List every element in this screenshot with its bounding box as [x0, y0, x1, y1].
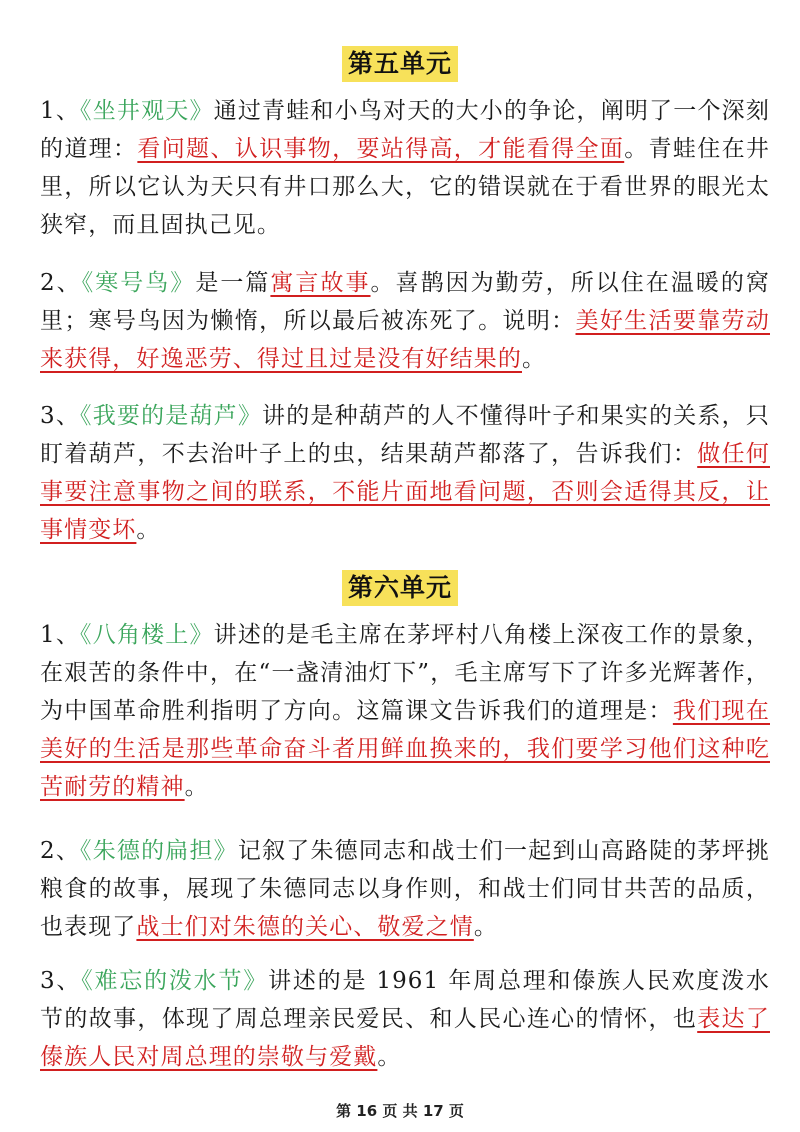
lesson-title: 《八角楼上》 — [80, 622, 214, 648]
unit6-heading: 第六单元 — [342, 570, 458, 606]
item-number: 2、 — [40, 270, 82, 296]
unit5-item-1 — [40, 92, 770, 244]
item-number: 1、 — [40, 98, 81, 124]
unit6-item-1 — [40, 616, 770, 806]
item-number: 3、 — [40, 403, 81, 429]
unit5-heading: 第五单元 — [342, 46, 458, 82]
item-number: 3、 — [40, 968, 82, 994]
unit5-item-2 — [40, 264, 770, 378]
body-text: 。 — [184, 774, 209, 800]
body-text: 讲述的是 1961 年周总理和傣族人民欢度泼水节的故事，体现了周总理亲民爱民、和人民心连心的情怀，也 — [40, 968, 770, 1032]
body-text: 。 — [136, 517, 161, 543]
unit5-heading-wrap — [0, 46, 800, 82]
key-point: 我们现在美好的生活是那些革命奋斗者用鲜血换来的，我们要学习他们这种吃苦耐劳的精神 — [40, 698, 770, 800]
unit6-item-3 — [40, 962, 770, 1076]
body-text: 。青蛙住在井里，所以它认为天只有井口那么大，它的错误就在于看世界的眼光太狭窄，而且固执己见。 — [40, 136, 771, 238]
body-text: 。 — [522, 346, 547, 372]
body-text: 是一篇 — [195, 270, 271, 296]
body-text: 。喜鹊因为勤劳，所以住在温暖的窝里；寒号鸟因为懒惰，所以最后被冻死了。说明： — [40, 270, 770, 334]
key-point: 战士们对朱德的关心、敬爱之情 — [136, 914, 474, 940]
key-point: 看问题、认识事物，要站得高，才能看得全面 — [137, 136, 625, 162]
key-point: 美好生活要靠劳动来获得，好逸恶劳、得过且过是没有好结果的 — [40, 308, 770, 372]
lesson-title: 《坐井观天》 — [80, 98, 214, 124]
lesson-title: 《难忘的泼水节》 — [81, 968, 269, 994]
key-point: 表达了傣族人民对周总理的崇敬与爱戴 — [40, 1006, 770, 1070]
body-text: 讲的是种葫芦的人不懂得叶子和果实的关系，只盯着葫芦，不去治叶子上的虫，结果葫芦都落了，告诉我们： — [40, 403, 770, 467]
unit6-heading-wrap — [0, 570, 800, 606]
body-text: 记叙了朱德同志和战士们一起到山高路陡的茅坪挑粮食的故事，展现了朱德同志以身作则，和战士们同甘共苦的品质，也表现了 — [40, 838, 770, 940]
body-text: 。 — [377, 1044, 402, 1070]
item-number: 1、 — [40, 622, 81, 648]
lesson-title: 《寒号鸟》 — [81, 270, 196, 296]
key-point: 做任何事要注意事物之间的联系，不能片面地看问题，否则会适得其反，让事情变坏 — [40, 441, 770, 543]
key-point: 寓言故事 — [270, 270, 371, 296]
item-number: 2、 — [40, 838, 81, 864]
unit5-item-3 — [40, 397, 770, 549]
unit6-item-2 — [40, 832, 770, 946]
lesson-title: 《朱德的扁担》 — [80, 838, 238, 864]
body-text: 。 — [473, 914, 498, 940]
page-footer: 第 16 页 共 17 页 — [336, 1102, 464, 1120]
lesson-title: 《我要的是葫芦》 — [80, 403, 263, 429]
body-text: 通过青蛙和小鸟对天的大小的争论，阐明了一个深刻的道理： — [40, 98, 770, 162]
body-text: 讲述的是毛主席在茅坪村八角楼上深夜工作的景象，在艰苦的条件中，在“一盏清油灯下”，毛主席写下了许多光辉著作，为中国革命胜利指明了方向。这篇课文告诉我们的道理是： — [40, 622, 770, 724]
